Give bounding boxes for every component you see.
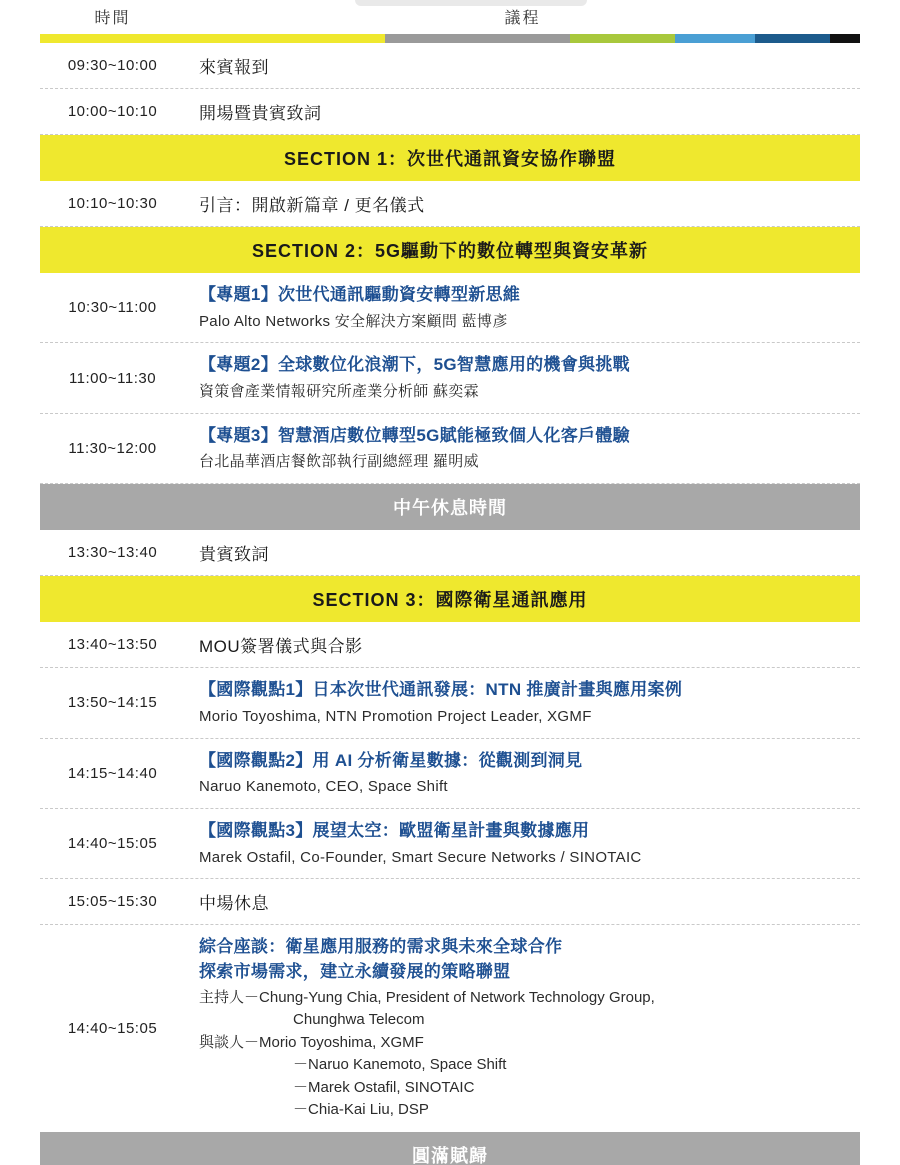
row-time: 13:40~13:50 xyxy=(67,636,158,654)
section-banner: SECTION 2：5G驅動下的數位轉型與資安革新 xyxy=(40,227,860,273)
row-content xyxy=(185,273,860,342)
panel-people xyxy=(199,987,860,1122)
table-row xyxy=(40,879,860,925)
color-bar-segment xyxy=(40,34,385,43)
row-title: 【國際觀點2】用 AI 分析衛星數據：從觀測到洞見 xyxy=(199,750,583,770)
panel-panelist: －Naruo Kanemoto, Space Shift xyxy=(293,1056,507,1074)
section-banner-row xyxy=(40,576,860,622)
header-agenda-label: 議程 xyxy=(504,10,541,27)
panel-moderator-value xyxy=(259,987,860,1032)
row-time: 10:00~10:10 xyxy=(67,103,158,120)
panel-discussion-row xyxy=(40,925,860,1131)
section-banner-row xyxy=(40,135,860,181)
agenda-table xyxy=(40,43,860,1165)
panel-panelist: －Chia-Kai Liu, DSP xyxy=(293,1101,429,1119)
section-banner-row xyxy=(40,227,860,273)
row-speaker: 資策會產業情報研究所產業分析師 蘇奕霖 xyxy=(199,383,479,401)
row-title: MOU簽署儀式與合影 xyxy=(199,637,363,657)
table-row xyxy=(40,343,860,413)
row-content xyxy=(185,530,860,575)
row-time: 15:05~15:30 xyxy=(67,893,158,911)
color-bar-segment xyxy=(570,34,675,43)
color-bar-segment xyxy=(385,34,570,43)
table-row xyxy=(40,43,860,89)
table-row xyxy=(40,414,860,484)
row-title: 來賓報到 xyxy=(199,58,269,77)
row-time: 14:40~15:05 xyxy=(67,835,158,853)
row-content xyxy=(185,181,860,226)
row-speaker: Palo Alto Networks 安全解決方案顧問 藍博彥 xyxy=(199,312,508,330)
table-header xyxy=(0,0,900,34)
row-content xyxy=(185,925,860,1131)
panel-panelist: －Marek Ostafil, SINOTAIC xyxy=(293,1078,475,1096)
panel-panelists-label: 與談人－ xyxy=(199,1033,260,1051)
panel-moderator-label: 主持人－ xyxy=(199,988,260,1006)
row-speaker: Morio Toyoshima, NTN Promotion Project Leader, XGMF xyxy=(199,707,592,725)
row-content xyxy=(185,43,860,88)
row-speaker: Marek Ostafil, Co-Founder, Smart Secure Networks / SINOTAIC xyxy=(199,848,642,866)
row-content xyxy=(185,809,860,878)
row-content xyxy=(185,739,860,808)
panel-moderator-line1: Chung-Yung Chia, President of Network Technology Group, xyxy=(259,988,655,1006)
row-title: 【專題3】智慧酒店數位轉型5G賦能極致個人化客戶體驗 xyxy=(199,425,630,445)
row-time: 13:30~13:40 xyxy=(67,544,158,562)
row-time: 14:40~15:05 xyxy=(67,1019,158,1037)
row-content xyxy=(185,879,860,924)
row-speaker: Naruo Kanemoto, CEO, Space Shift xyxy=(199,778,448,796)
table-row xyxy=(40,530,860,576)
row-title: 中場休息 xyxy=(199,894,269,914)
row-time: 10:10~10:30 xyxy=(67,195,158,212)
row-content xyxy=(185,622,860,667)
table-row xyxy=(40,273,860,343)
row-title: 【國際觀點3】展望太空：歐盟衛星計畫與數據應用 xyxy=(199,820,590,840)
break-banner: 中午休息時間 xyxy=(40,484,860,530)
row-content xyxy=(185,414,860,483)
footer-banner-row xyxy=(40,1132,860,1165)
row-speaker: 台北晶華酒店餐飲部執行副總經理 羅明威 xyxy=(199,453,479,471)
panel-title-line1: 綜合座談：衛星應用服務的需求與未來全球合作 xyxy=(199,937,563,957)
row-title: 開場暨貴賓致詞 xyxy=(199,104,322,123)
row-time: 13:50~14:15 xyxy=(67,694,158,712)
color-bar xyxy=(40,34,860,43)
panel-title-line2: 探索市場需求，建立永續發展的策略聯盟 xyxy=(199,961,511,981)
row-title: 貴賓致詞 xyxy=(199,545,269,565)
row-time: 10:30~11:00 xyxy=(68,299,157,317)
panel-moderator xyxy=(199,987,860,1032)
table-row xyxy=(40,89,860,135)
row-time: 14:15~14:40 xyxy=(67,764,158,782)
table-row xyxy=(40,809,860,879)
panel-moderator-line2: Chunghwa Telecom xyxy=(293,1011,425,1029)
row-content xyxy=(185,343,860,412)
row-content xyxy=(185,668,860,737)
row-time: 11:00~11:30 xyxy=(68,369,157,387)
color-bar-segment xyxy=(675,34,755,43)
row-title: 【國際觀點1】日本次世代通訊發展：NTN 推廣計畫與應用案例 xyxy=(199,680,683,700)
row-time: 09:30~10:00 xyxy=(67,57,158,74)
table-row xyxy=(40,739,860,809)
table-row xyxy=(40,181,860,227)
section-banner-row xyxy=(40,484,860,530)
row-title: 【專題1】次世代通訊驅動資安轉型新思維 xyxy=(199,285,521,304)
panel-panelist: Morio Toyoshima, XGMF xyxy=(259,1033,424,1051)
panel-panelists-value xyxy=(259,1032,860,1122)
row-title: 【專題2】全球數位化浪潮下，5G智慧應用的機會與挑戰 xyxy=(199,355,630,375)
row-time: 11:30~12:00 xyxy=(68,439,157,457)
panel-panelists xyxy=(199,1032,860,1122)
row-content xyxy=(185,89,860,134)
table-row xyxy=(40,668,860,738)
footer-banner: 圓滿賦歸 xyxy=(40,1132,860,1165)
table-row xyxy=(40,622,860,668)
color-bar-segment xyxy=(755,34,830,43)
row-title: 引言：開啟新篇章 / 更名儀式 xyxy=(199,196,425,215)
section-banner: SECTION 3：國際衛星通訊應用 xyxy=(40,576,860,622)
header-time-label: 時間 xyxy=(94,10,131,27)
section-banner: SECTION 1：次世代通訊資安協作聯盟 xyxy=(40,135,860,181)
color-bar-segment xyxy=(830,34,860,43)
